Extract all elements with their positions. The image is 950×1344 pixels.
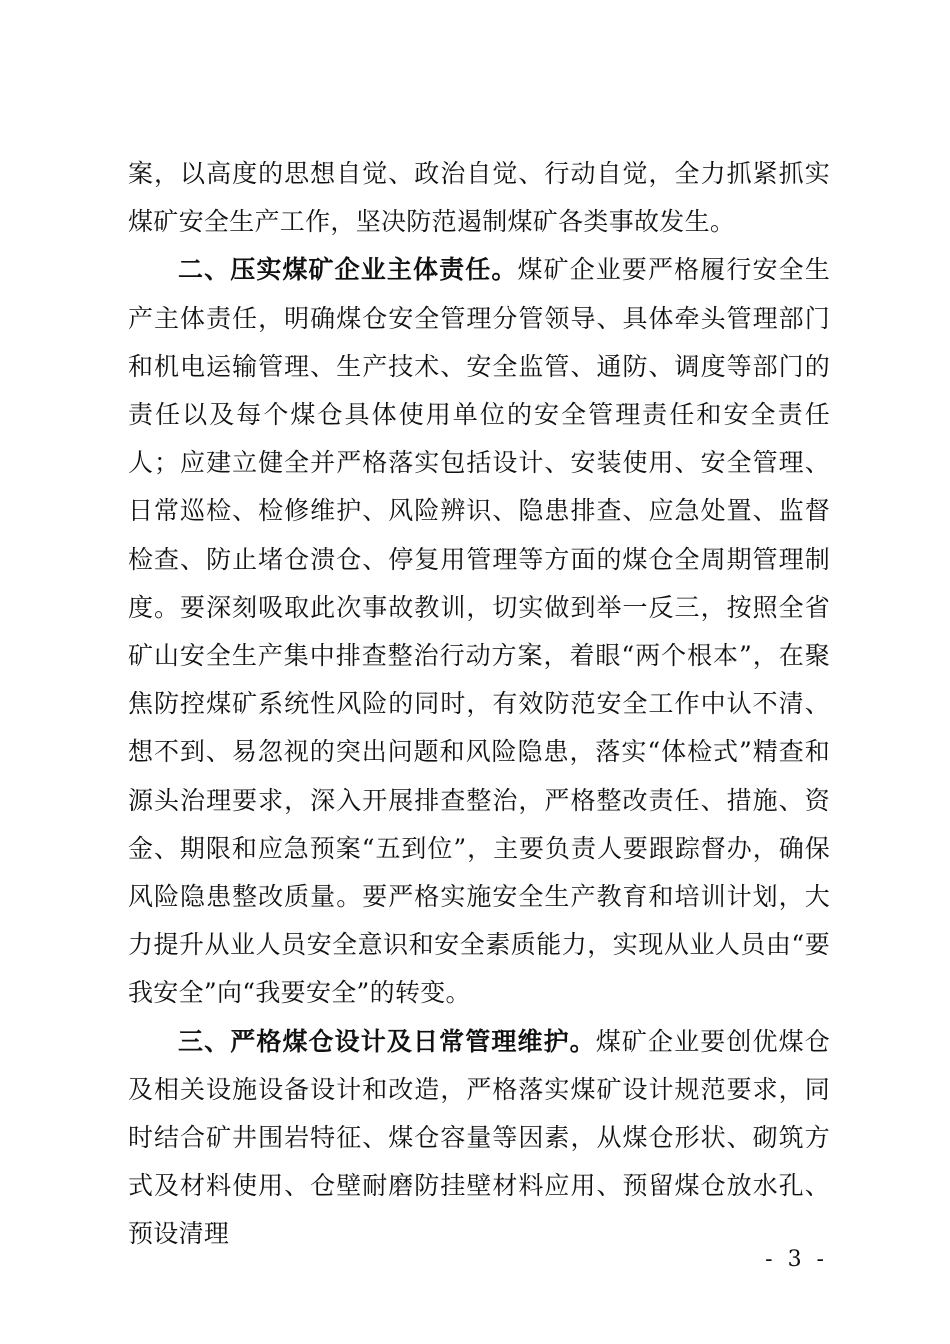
document-body <box>128 150 830 1259</box>
paragraph-continuation <box>128 150 830 246</box>
page-number: - 3 - <box>765 1247 828 1272</box>
paragraph-section-three <box>128 1018 830 1259</box>
section-heading: 二、压实煤矿企业主体责任。 <box>178 255 518 285</box>
paragraph-text: 煤矿企业要严格履行安全生产主体责任，明确煤仓安全管理分管领导、具体牵头管理部门和机电运输管理、生产技术、安全监管、通防、调度等部门的责任以及每个煤仓具体使用单位的安全管理责任和安全责任人；应建立健全并严格落实包括设计、安装使用、安全管理、日常巡检、检修维护、风险辨识、隐患排查、应急处置、监督检查、防止堵仓溃仓、停复用管理等方面的煤仓全周期管理制度。要深刻吸取此次事故教训，切实做到举一反三，按照全省矿山安全生产集中排查整治行动方案，着眼“两个根本”，在聚焦防控煤矿系统性风险的同时，有效防范安全工作中认不清、想不到、易忽视的突出问题和风险隐患，落实“体检式”精查和源头治理要求，深入开展排查整治，严格整改责任、措施、资金、期限和应急预案“五到位”，主要负责人要跟踪督办，确保风险隐患整改质量。要严格实施安全生产教育和培训计划，大力提升从业人员安全意识和安全素质能力，实现从业人员由“要我安全”向“我要安全”的转变。 <box>128 255 831 1008</box>
section-heading: 三、严格煤仓设计及日常管理维护。 <box>178 1026 596 1056</box>
paragraph-text: 案，以高度的思想自觉、政治自觉、行动自觉，全力抓紧抓实煤矿安全生产工作，坚决防范遏制煤矿各类事故发生。 <box>128 159 830 237</box>
paragraph-section-two <box>128 246 830 1017</box>
paragraph-text: 煤矿企业要创优煤仓及相关设施设备设计和改造，严格落实煤矿设计规范要求，同时结合矿井围岩特征、煤仓容量等因素，从煤仓形状、砌筑方式及材料使用、仓壁耐磨防挂壁材料应用、预留煤仓放水孔、预设清理 <box>128 1026 830 1249</box>
